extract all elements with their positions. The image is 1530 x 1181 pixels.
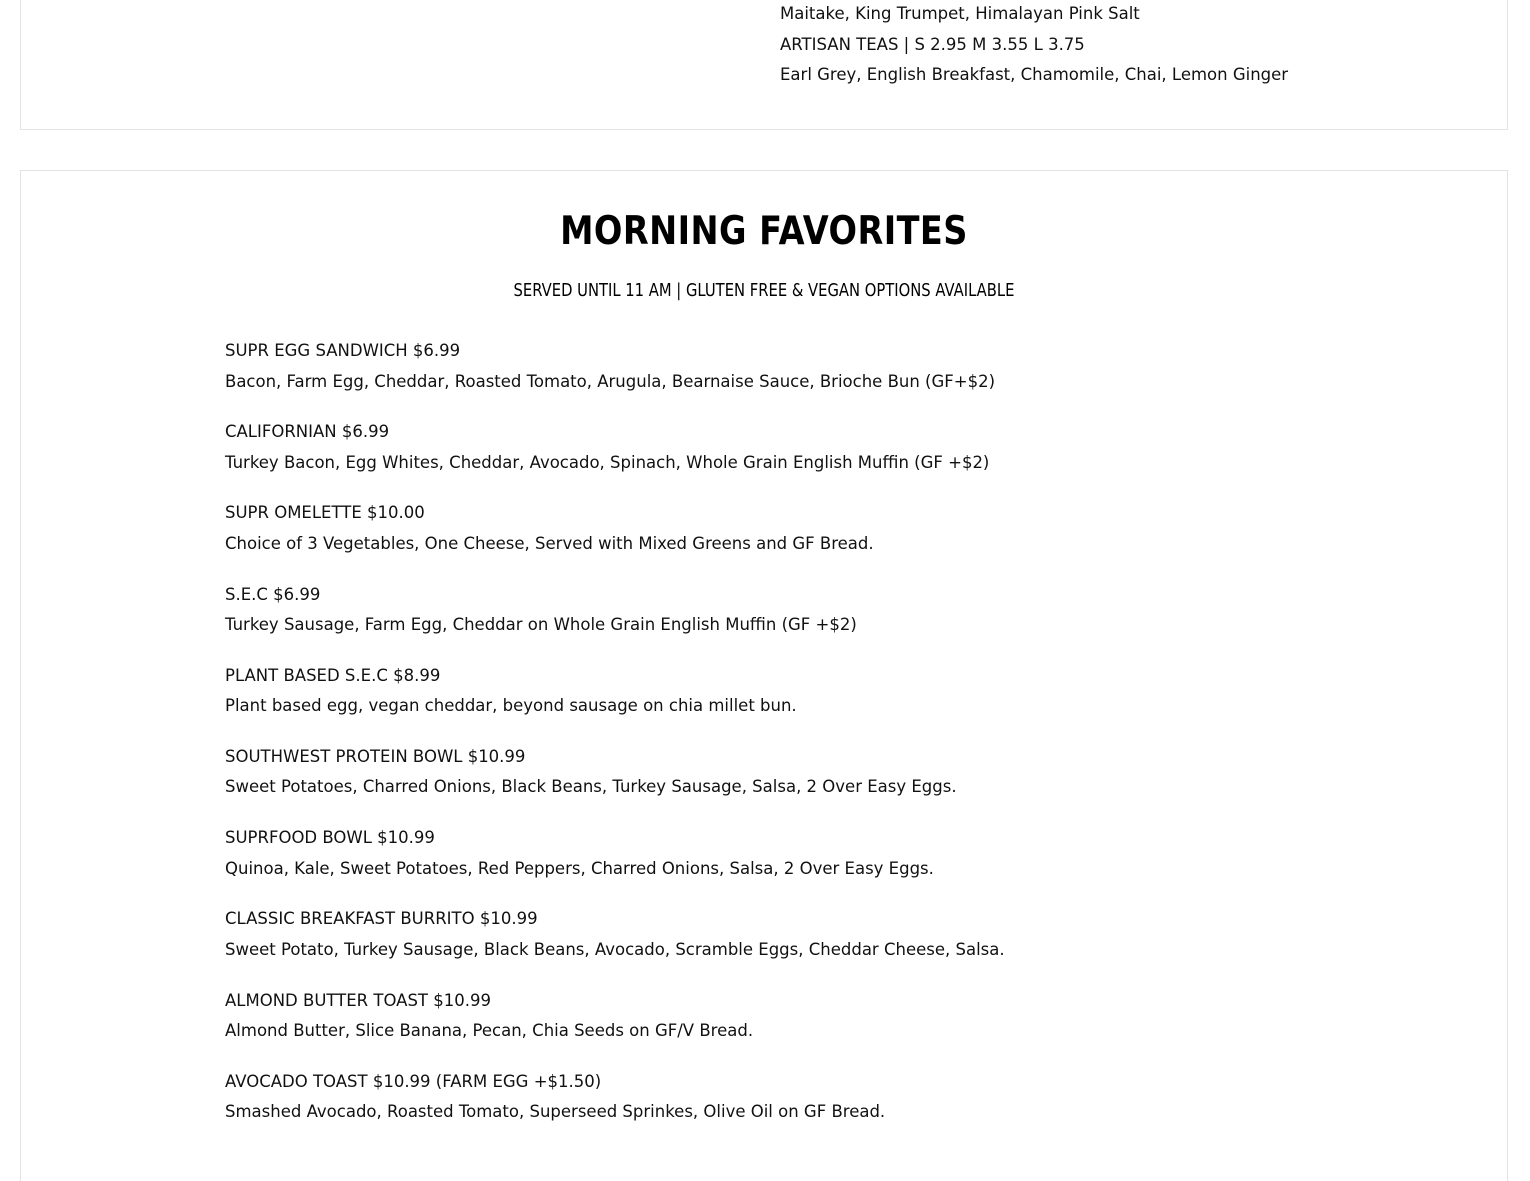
- menu-item-name: ALMOND BUTTER TOAST $10.99: [225, 990, 491, 1010]
- menu-item-description: Choice of 3 Vegetables, One Cheese, Served with Mixed Greens and GF Bread.: [225, 533, 874, 553]
- menu-item: [225, 498, 1005, 579]
- section-title: MORNING FAVORITES: [560, 209, 968, 254]
- menu-item: [225, 904, 1005, 985]
- mushroom-ingredients-line: Maitake, King Trumpet, Himalayan Pink Salt: [780, 4, 1140, 23]
- menu-item: [225, 661, 1005, 742]
- menu-item-description: Quinoa, Kale, Sweet Potatoes, Red Peppers, Charred Onions, Salsa, 2 Over Easy Eggs.: [225, 858, 934, 878]
- drinks-section-card: [20, 0, 1508, 130]
- artisan-teas-heading: ARTISAN TEAS | S 2.95 M 3.55 L 3.75: [780, 34, 1085, 54]
- menu-item: [225, 336, 1005, 417]
- morning-favorites-card: [20, 170, 1508, 1181]
- menu-item: [225, 417, 1005, 498]
- menu-items-list: [225, 336, 1005, 1148]
- menu-item-description: Turkey Sausage, Farm Egg, Cheddar on Whole Grain English Muffin (GF +$2): [225, 615, 857, 635]
- menu-item-description: Bacon, Farm Egg, Cheddar, Roasted Tomato, Arugula, Bearnaise Sauce, Brioche Bun (GF+$2): [225, 371, 996, 391]
- menu-item: [225, 1067, 1005, 1148]
- menu-item-name: CALIFORNIAN $6.99: [225, 422, 390, 442]
- section-subtitle: SERVED UNTIL 11 AM | GLUTEN FREE & VEGAN OPTIONS AVAILABLE: [513, 280, 1015, 301]
- menu-item-name: PLANT BASED S.E.C $8.99: [225, 665, 441, 685]
- menu-item: [225, 823, 1005, 904]
- menu-item-description: Plant based egg, vegan cheddar, beyond sausage on chia millet bun.: [225, 696, 797, 716]
- artisan-teas-flavors: Earl Grey, English Breakfast, Chamomile, Chai, Lemon Ginger: [780, 65, 1289, 84]
- menu-item-description: Sweet Potato, Turkey Sausage, Black Beans, Avocado, Scramble Eggs, Cheddar Cheese, Salsa.: [225, 939, 1005, 959]
- drinks-list: [780, 0, 1288, 91]
- menu-item-description: Smashed Avocado, Roasted Tomato, Superseed Sprinkes, Olive Oil on GF Bread.: [225, 1102, 886, 1122]
- menu-item-name: SUPRFOOD BOWL $10.99: [225, 828, 435, 848]
- menu-item-name: SUPR EGG SANDWICH $6.99: [225, 341, 461, 360]
- menu-item-description: Turkey Bacon, Egg Whites, Cheddar, Avocado, Spinach, Whole Grain English Muffin (GF +$2): [225, 452, 990, 472]
- menu-item-name: CLASSIC BREAKFAST BURRITO $10.99: [225, 909, 538, 929]
- menu-item-name: S.E.C $6.99: [225, 584, 321, 604]
- menu-item: [225, 986, 1005, 1067]
- menu-item-name: AVOCADO TOAST $10.99 (FARM EGG +$1.50): [225, 1071, 602, 1091]
- menu-item-name: SUPR OMELETTE $10.00: [225, 503, 425, 523]
- menu-item: [225, 742, 1005, 823]
- menu-item-description: Almond Butter, Slice Banana, Pecan, Chia Seeds on GF/V Bread.: [225, 1021, 754, 1040]
- menu-item-description: Sweet Potatoes, Charred Onions, Black Beans, Turkey Sausage, Salsa, 2 Over Easy Eggs.: [225, 777, 957, 797]
- menu-item-name: SOUTHWEST PROTEIN BOWL $10.99: [225, 746, 526, 766]
- menu-item: [225, 580, 1005, 661]
